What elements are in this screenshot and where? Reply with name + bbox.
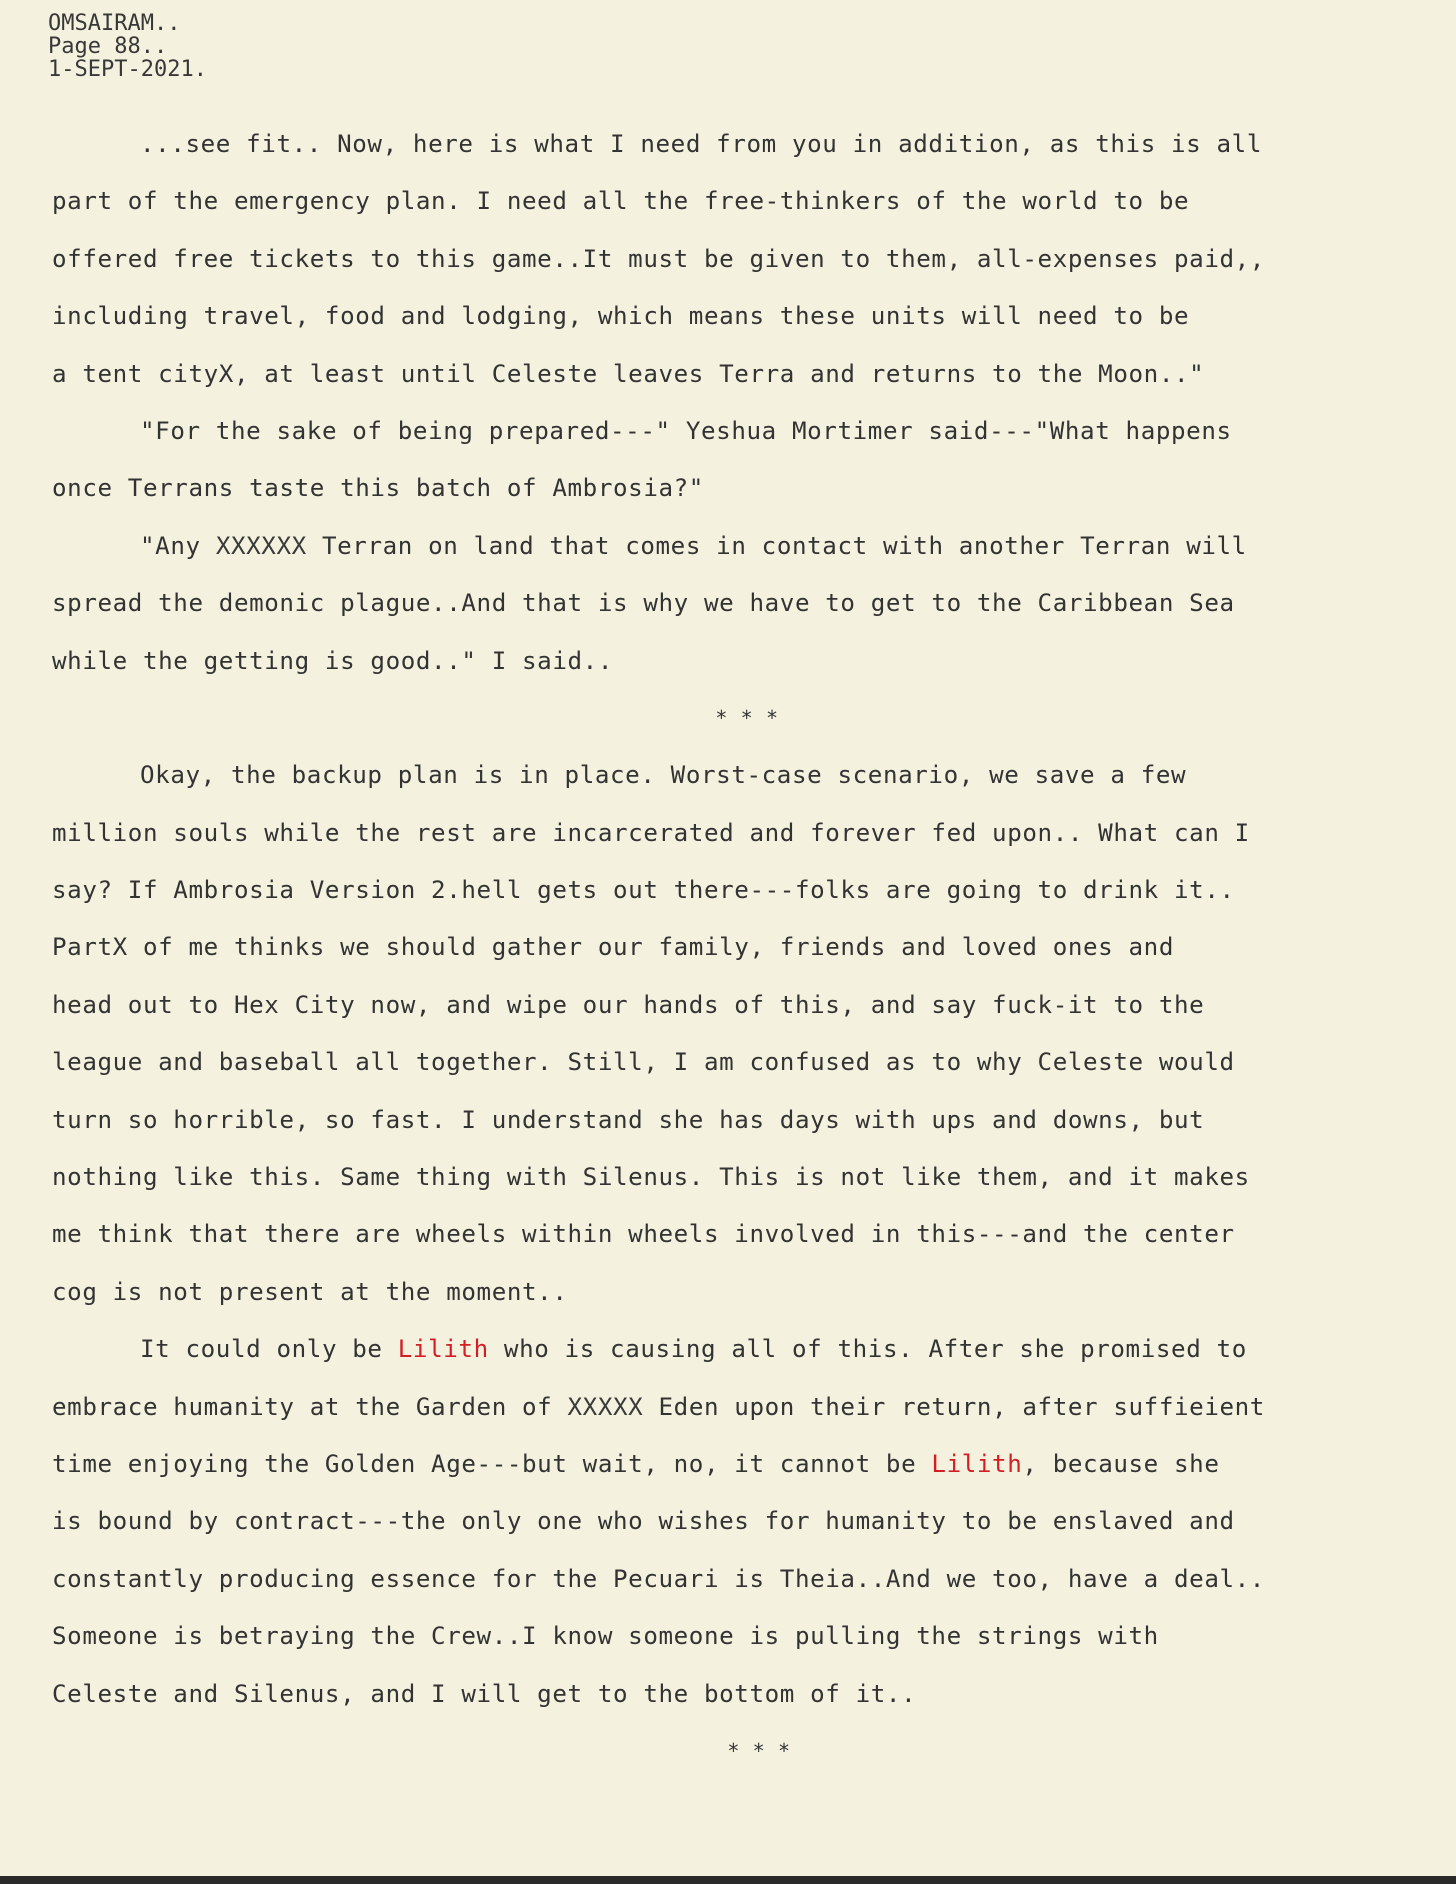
text-segment: Terran on land that comes in contact with another Terran will xyxy=(306,531,1247,560)
paragraph-line: ...see fit.. Now, here is what I need from you in addition, as this is all xyxy=(140,130,1262,158)
text-segment: embrace humanity at the Garden of xyxy=(52,1392,568,1421)
text-segment: , because she xyxy=(1022,1449,1220,1478)
paragraph-line: Celeste and Silenus, and I will get to the bottom of it.. xyxy=(52,1679,917,1708)
paragraph-line: million souls while the rest are incarcerated and forever fed upon.. What can I xyxy=(52,818,1250,847)
paragraph-line: part of the emergency plan. I need all the free-thinkers of the world to be xyxy=(52,187,1190,216)
paragraph-line xyxy=(52,1321,1422,1378)
paragraph-line: a tent cityX, at least until Celeste leaves Terra and returns to the Moon.." xyxy=(52,359,1205,388)
scan-bottom-edge xyxy=(0,1876,1456,1884)
text-segment: who is causing all of this. After she promised to xyxy=(488,1335,1247,1364)
text-segment: "Any xyxy=(140,531,216,560)
red-ink-name: Lilith xyxy=(931,1449,1023,1478)
header-dedication: OMSAIRAM.. xyxy=(48,11,181,36)
header-page-number: Page 88.. xyxy=(48,34,168,59)
paragraph-line: cog is not present at the moment.. xyxy=(52,1277,568,1306)
paragraph-line: spread the demonic plague..And that is why we have to get to the Caribbean Sea xyxy=(52,589,1235,618)
paragraph-line xyxy=(52,518,1422,575)
page-header xyxy=(48,12,207,81)
section-separator: * * * xyxy=(727,1738,791,1763)
section-separator: * * * xyxy=(715,705,779,730)
paragraph-line: Someone is betraying the Crew..I know someone is pulling the strings with xyxy=(52,1622,1159,1651)
paragraph-line: Okay, the backup plan is in place. Worst-case scenario, we save a few xyxy=(140,761,1187,790)
struck-out-text: XXXXXX xyxy=(215,531,307,560)
text-segment: It could only be xyxy=(140,1335,398,1364)
text-segment: Eden upon their return, after suffieient xyxy=(643,1392,1265,1421)
paragraph-line xyxy=(52,1379,1422,1436)
paragraph-line: constantly producing essence for the Pecuari is Theia..And we too, have a deal.. xyxy=(52,1564,1265,1593)
paragraph-line: including travel, food and lodging, which means these units will need to be xyxy=(52,302,1190,331)
paragraph-line: me think that there are wheels within wheels involved in this---and the center xyxy=(52,1220,1235,1249)
paragraph-line: once Terrans taste this batch of Ambrosia?" xyxy=(52,474,704,503)
paragraph-line: is bound by contract---the only one who wishes for humanity to be enslaved and xyxy=(52,1507,1235,1536)
body-text xyxy=(52,116,1422,1780)
paragraph-line: offered free tickets to this game..It must be given to them, all-expenses paid,, xyxy=(52,244,1265,273)
paragraph-line: head out to Hex City now, and wipe our hands of this, and say fuck-it to the xyxy=(52,990,1205,1019)
header-date: 1-SEPT-2021. xyxy=(48,57,207,82)
paragraph-line: league and baseball all together. Still, I am confused as to why Celeste would xyxy=(52,1048,1235,1077)
red-ink-name: Lilith xyxy=(397,1335,489,1364)
struck-out-text: XXXXX xyxy=(567,1392,644,1421)
paragraph-line: while the getting is good.." I said.. xyxy=(52,646,613,675)
text-segment: time enjoying the Golden Age---but wait, no, it cannot be xyxy=(52,1449,932,1478)
paragraph-line xyxy=(52,1436,1422,1493)
paragraph-line: "For the sake of being prepared---" Yeshua Mortimer said---"What happens xyxy=(140,416,1232,445)
paragraph-line: PartX of me thinks we should gather our family, friends and loved ones and xyxy=(52,933,1174,962)
paragraph-line: turn so horrible, so fast. I understand she has days with ups and downs, but xyxy=(52,1105,1205,1134)
paragraph-line: nothing like this. Same thing with Silenus. This is not like them, and it makes xyxy=(52,1163,1250,1192)
paragraph-line: say? If Ambrosia Version 2.hell gets out there---folks are going to drink it.. xyxy=(52,876,1235,905)
